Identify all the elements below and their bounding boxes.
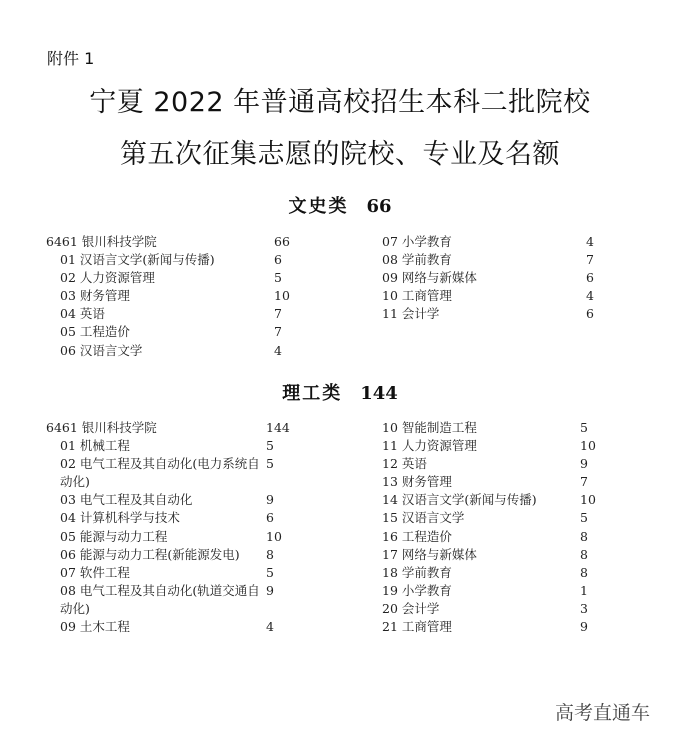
- major-name: 21 工商管理: [382, 619, 452, 635]
- quota-number: 6: [266, 510, 274, 526]
- major-name: 19 小学教育: [382, 582, 452, 598]
- quota-number: 66: [274, 234, 290, 249]
- section-name: 理工类: [282, 383, 343, 404]
- major-name: 11 人力资源管理: [382, 438, 477, 454]
- major-name: 18 学前教育: [382, 564, 452, 580]
- major-row: [368, 269, 600, 287]
- quota-number: 5: [274, 270, 282, 286]
- major-name: 09 网络与新媒体: [382, 270, 477, 286]
- major-name: 01 汉语言文学(新闻与传播): [60, 252, 215, 268]
- major-row: [368, 473, 600, 491]
- major-row: [368, 419, 600, 437]
- quota-number: 1: [580, 582, 588, 598]
- major-row: [46, 251, 291, 269]
- major-name: 13 财务管理: [382, 474, 452, 490]
- major-name: 10 智能制造工程: [382, 420, 477, 435]
- school-row: [46, 419, 291, 437]
- major-row: [46, 287, 291, 305]
- quota-number: 4: [586, 288, 594, 304]
- major-row: [46, 509, 291, 527]
- major-row: [368, 528, 600, 546]
- section-name: 文史类: [288, 196, 349, 217]
- major-name: 10 工商管理: [382, 288, 452, 304]
- major-row: [368, 437, 600, 455]
- section-heading-ligong: [0, 379, 680, 405]
- major-name: 04 计算机科学与技术: [60, 510, 180, 526]
- major-name: 09 土木工程: [60, 619, 130, 635]
- quota-number: 7: [580, 474, 588, 490]
- major-row: [368, 582, 600, 600]
- major-row: [368, 305, 600, 323]
- quota-number: 8: [580, 528, 588, 544]
- major-name: 08 电气工程及其自动化(轨道交通自动化): [60, 582, 260, 616]
- quota-number: 5: [580, 510, 588, 526]
- major-name: 07 软件工程: [60, 564, 130, 580]
- major-name: 08 学前教育: [382, 252, 452, 268]
- major-row: [46, 455, 291, 491]
- wenshi-left-list: [46, 233, 291, 360]
- school-name: 6461 银川科技学院: [46, 420, 157, 435]
- quota-number: 7: [274, 306, 282, 322]
- section-total: 66: [366, 196, 392, 217]
- quota-number: 8: [266, 546, 274, 562]
- ligong-left-list: [46, 419, 291, 636]
- major-row: [46, 269, 291, 287]
- quota-number: 9: [580, 456, 588, 472]
- major-name: 15 汉语言文学: [382, 510, 465, 526]
- quota-number: 5: [580, 420, 588, 435]
- quota-number: 6: [586, 270, 594, 286]
- major-name: 20 会计学: [382, 600, 440, 616]
- section-heading-wenshi: [0, 192, 680, 218]
- major-name: 14 汉语言文学(新闻与传播): [382, 492, 537, 508]
- school-name: 6461 银川科技学院: [46, 234, 157, 249]
- ligong-right-list: [368, 419, 600, 636]
- quota-number: 5: [266, 438, 274, 454]
- school-row: [46, 233, 291, 251]
- quota-number: 8: [580, 546, 588, 562]
- major-row: [368, 546, 600, 564]
- major-name: 02 人力资源管理: [60, 270, 155, 286]
- major-name: 05 能源与动力工程: [60, 528, 168, 544]
- major-name: 02 电气工程及其自动化(电力系统自动化): [60, 456, 260, 490]
- major-name: 11 会计学: [382, 306, 440, 322]
- major-row: [46, 582, 291, 618]
- major-row: [46, 342, 291, 360]
- major-name: 06 能源与动力工程(新能源发电): [60, 546, 240, 562]
- quota-number: 10: [580, 438, 596, 454]
- quota-number: 10: [580, 492, 596, 508]
- major-row: [46, 437, 291, 455]
- major-row: [46, 491, 291, 509]
- major-row: [368, 618, 600, 636]
- major-row: [368, 600, 600, 618]
- major-name: 16 工程造价: [382, 528, 452, 544]
- major-name: 01 机械工程: [60, 438, 130, 454]
- quota-number: 9: [266, 582, 274, 598]
- major-name: 06 汉语言文学: [60, 342, 143, 358]
- major-row: [368, 287, 600, 305]
- major-row: [368, 251, 600, 269]
- major-row: [368, 233, 600, 251]
- quota-number: 5: [266, 564, 274, 580]
- major-row: [46, 564, 291, 582]
- major-row: [46, 618, 291, 636]
- quota-number: 9: [266, 492, 274, 508]
- wenshi-right-list: [368, 233, 600, 323]
- major-name: 17 网络与新媒体: [382, 546, 477, 562]
- quota-number: 10: [266, 528, 282, 544]
- major-row: [368, 564, 600, 582]
- quota-number: 7: [586, 252, 594, 268]
- quota-number: 6: [274, 252, 282, 268]
- attachment-label: 附件 1: [47, 49, 95, 68]
- quota-number: 6: [586, 306, 594, 322]
- major-name: 07 小学教育: [382, 234, 452, 249]
- watermark-text: 高考直通车: [554, 702, 650, 724]
- quota-number: 5: [266, 456, 274, 472]
- quota-number: 3: [580, 600, 588, 616]
- document-title-line-2: 第五次征集志愿的院校、专业及名额: [120, 139, 560, 170]
- major-row: [368, 455, 600, 473]
- major-row: [368, 491, 600, 509]
- quota-number: 7: [274, 324, 282, 340]
- major-name: 12 英语: [382, 456, 427, 472]
- quota-number: 4: [586, 234, 594, 249]
- quota-number: 10: [274, 288, 290, 304]
- major-row: [46, 305, 291, 323]
- quota-number: 4: [266, 619, 274, 635]
- major-row: [46, 528, 291, 546]
- major-name: 05 工程造价: [60, 324, 130, 340]
- major-name: 04 英语: [60, 306, 105, 322]
- quota-number: 144: [266, 420, 290, 435]
- section-total: 144: [360, 383, 398, 404]
- quota-number: 9: [580, 619, 588, 635]
- major-row: [46, 323, 291, 341]
- major-row: [368, 509, 600, 527]
- major-name: 03 电气工程及其自动化: [60, 492, 193, 508]
- document-title-line-1: 宁夏 2022 年普通高校招生本科二批院校: [89, 87, 591, 118]
- major-row: [46, 546, 291, 564]
- quota-number: 4: [274, 342, 282, 358]
- quota-number: 8: [580, 564, 588, 580]
- major-name: 03 财务管理: [60, 288, 130, 304]
